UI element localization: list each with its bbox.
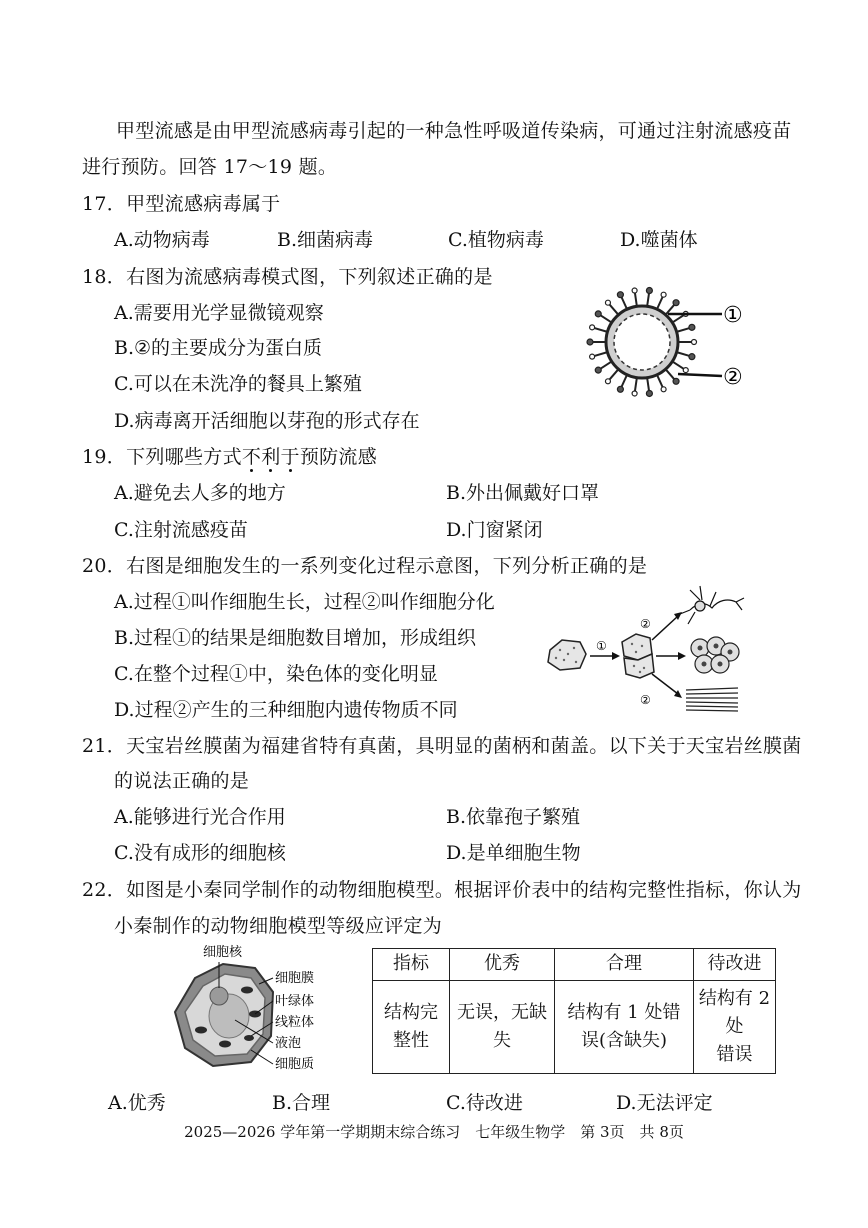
q20-option-d: D.过程②产生的三种细胞内遗传物质不同	[114, 699, 458, 721]
animal-cell-model-figure	[155, 940, 355, 1080]
q19-stem-prefix: 19．下列哪些方式	[82, 446, 242, 468]
table-header-row	[373, 949, 776, 981]
q19-emph-1: 不	[241, 446, 262, 468]
arrow-2-mid-head	[678, 652, 686, 660]
q18-option-b: B.②的主要成分为蛋白质	[114, 337, 323, 359]
virus-spike-tip	[632, 288, 637, 293]
virus-spike-tip	[689, 354, 695, 360]
intro-line-2: 进行预防。回答 17～19 题。	[82, 156, 338, 178]
virus-spike	[657, 297, 663, 310]
q21-option-d: D.是单细胞生物	[446, 842, 581, 864]
q18-stem: 18．右图为流感病毒模式图，下列叙述正确的是	[82, 266, 493, 288]
virus-label-2: ②	[723, 365, 743, 390]
table-header-cell: 合理	[555, 949, 694, 981]
table-cell-excellent	[450, 980, 555, 1073]
q22-option-c: C.待改进	[446, 1092, 523, 1114]
virus-spike	[609, 369, 618, 380]
virus-spike-tip	[661, 292, 666, 297]
virus-spike-tip	[605, 379, 610, 384]
q20-option-b: B.过程①的结果是细胞数目增加，形成组织	[114, 627, 477, 649]
table-cell-indicator	[373, 980, 450, 1073]
q19-option-d: D.门窗紧闭	[446, 519, 543, 541]
virus-spike	[621, 375, 627, 388]
cell-process-figure	[540, 580, 750, 725]
label-chloroplast: 叶绿体	[275, 994, 315, 1009]
nerve-cell	[680, 586, 744, 624]
q22-stem-line-2: 小秦制作的动物细胞模型等级应评定为	[114, 915, 443, 937]
virus-spike-tip	[590, 354, 595, 359]
virus-spike	[672, 315, 684, 323]
label-mitochondria: 线粒体	[275, 1015, 315, 1030]
cell-text: 误(含缺失)	[580, 1029, 668, 1051]
cell-text: 错误	[716, 1043, 753, 1065]
q21-stem-line-2: 的说法正确的是	[114, 770, 250, 792]
virus-spike-tip	[661, 387, 666, 392]
table-cell-reasonable	[555, 980, 694, 1073]
table-header-cell: 优秀	[450, 949, 555, 981]
q20-option-a: A.过程①叫作细胞生长，过程②叫作细胞分化	[114, 591, 495, 613]
virus-spike-tip	[605, 300, 610, 305]
page-footer: 2025—2026 学年第一学期期末综合练习 七年级生物学 第 3页 共 8页	[184, 1123, 684, 1141]
cell-text: 结构有 1 处错	[567, 1001, 681, 1023]
virus-spike	[621, 297, 627, 310]
q19-option-b: B.外出佩戴好口罩	[446, 482, 600, 504]
virus-spike-tip	[595, 311, 601, 317]
arrow-1-head	[612, 652, 620, 660]
q17-option-d: D.噬菌体	[620, 229, 698, 251]
virus-spike	[677, 352, 690, 356]
arrow-2-down	[652, 674, 678, 694]
virus-spike-tip	[617, 386, 623, 392]
q19-stem	[82, 444, 377, 470]
q17-option-b: B.细菌病毒	[277, 229, 374, 251]
table-row	[373, 980, 776, 1073]
virus-spike-tip	[692, 340, 697, 345]
q20-stem: 20．右图是细胞发生的一系列变化过程示意图，下列分析正确的是	[82, 555, 648, 577]
virus-spike	[635, 378, 637, 392]
q22-option-b: B.合理	[272, 1092, 331, 1114]
cell-text: 无误，无缺	[457, 1001, 547, 1023]
virus-spike-tip	[673, 300, 679, 306]
virus-spike	[594, 352, 607, 356]
virus-spike	[635, 293, 637, 307]
table-header-cell: 指标	[373, 949, 450, 981]
q19-option-c: C.注射流感疫苗	[114, 519, 248, 541]
process-label-1: ①	[596, 639, 607, 653]
q19-option-a: A.避免去人多的地方	[114, 482, 286, 504]
virus-spike	[609, 304, 618, 315]
virus-spike	[657, 375, 663, 388]
label-nucleus: 细胞核	[203, 945, 243, 960]
epithelial-cells	[691, 637, 739, 673]
q21-option-b: B.依靠孢子繁殖	[446, 806, 581, 828]
virus-spike-tip	[617, 292, 623, 298]
q21-option-c: C.没有成形的细胞核	[114, 842, 286, 864]
muscle-fibers	[686, 688, 738, 711]
virus-spike-tip	[590, 325, 595, 330]
label-cytoplasm: 细胞质	[275, 1057, 315, 1072]
process-label-2a: ②	[640, 617, 651, 631]
q21-stem-line-1: 21．天宝岩丝膜菌为福建省特有真菌，具明显的菌柄和菌盖。以下关于天宝岩丝膜菌	[82, 735, 802, 757]
virus-spike-tip	[683, 368, 688, 373]
cell-text: 整性	[393, 1029, 429, 1051]
intro-line-1: 甲型流感是由甲型流感病毒引起的一种急性呼吸道传染病，可通过注射流感疫苗	[116, 120, 792, 142]
virus-spike-tip	[689, 324, 695, 330]
q17-option-a: A.动物病毒	[114, 229, 210, 251]
virus-spike	[677, 328, 690, 332]
q18-option-d: D.病毒离开活细胞以芽孢的形式存在	[114, 410, 420, 432]
pointer-line-2	[678, 374, 722, 376]
cell-text: 失	[493, 1029, 511, 1051]
virus-spike	[666, 369, 675, 380]
evaluation-table	[372, 948, 776, 1074]
table-cell-improve	[694, 980, 776, 1073]
virus-core	[614, 314, 670, 370]
q21-option-a: A.能够进行光合作用	[114, 806, 286, 828]
virus-spike	[672, 361, 684, 369]
label-cell-membrane: 细胞膜	[275, 971, 315, 986]
virus-model-figure	[580, 282, 780, 402]
virus-spike-tip	[587, 339, 593, 345]
virus-spike	[600, 361, 612, 369]
virus-spike	[600, 315, 612, 323]
virus-spike-tip	[673, 378, 679, 384]
virus-spike-tip	[646, 288, 652, 294]
nucleus-shape	[210, 987, 228, 1005]
q19-stem-suffix: 预防流感	[299, 446, 378, 468]
virus-spike-tip	[632, 391, 637, 396]
table-header-cell: 待改进	[694, 949, 776, 981]
q19-emph-2: 利	[261, 446, 281, 468]
virus-spike-tip	[595, 367, 601, 373]
q18-option-c: C.可以在未洗净的餐具上繁殖	[114, 373, 362, 395]
q20-option-c: C.在整个过程①中，染色体的变化明显	[114, 663, 438, 685]
virus-spike	[647, 293, 649, 307]
q22-option-d: D.无法评定	[616, 1092, 713, 1114]
q22-option-a: A.优秀	[108, 1092, 166, 1114]
cell-text: 结构有 2 处	[698, 987, 771, 1037]
original-cell	[548, 640, 586, 670]
arrow-2-up	[652, 616, 678, 640]
q22-stem-line-1: 22．如图是小秦同学制作的动物细胞模型。根据评价表中的结构完整性指标，你认为	[82, 879, 802, 901]
virus-spike	[594, 328, 607, 332]
q17-option-c: C.植物病毒	[448, 229, 544, 251]
q18-option-a: A.需要用光学显微镜观察	[114, 302, 324, 324]
label-vacuole: 液泡	[275, 1036, 302, 1051]
q19-emph-3: 于	[280, 446, 300, 468]
q17-stem: 17．甲型流感病毒属于	[82, 193, 281, 215]
virus-spike-tip	[646, 390, 652, 396]
virus-label-1: ①	[723, 303, 743, 328]
virus-spike	[647, 378, 649, 392]
cell-text: 结构完	[384, 1001, 438, 1023]
process-label-2b: ②	[640, 693, 651, 707]
